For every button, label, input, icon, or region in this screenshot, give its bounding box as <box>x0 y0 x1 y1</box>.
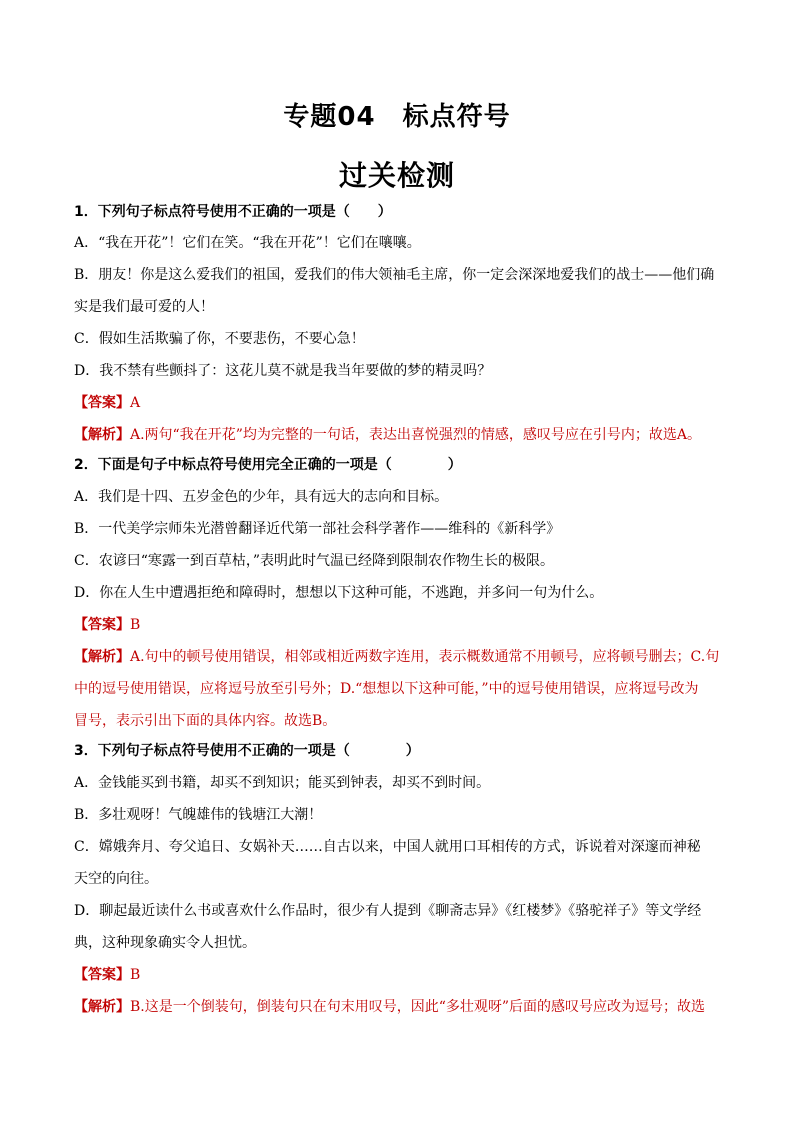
question-1-option-d: D．我不禁有些颤抖了：这花儿莫不就是我当年要做的梦的精灵吗？ <box>74 363 492 379</box>
question-2-option-c: C．农谚曰“寒露一到百草枯，”表明此时气温已经降到限制农作物生长的极限。 <box>74 553 555 569</box>
question-1-option-b-line1: B．朋友！你是这么爱我们的祖国，爱我们的伟大领袖毛主席，你一定会深深地爱我们的战士——他们确 <box>74 267 715 283</box>
question-3-stem: 3．下列句子标点符号使用不正确的一项是（ ） <box>74 743 420 759</box>
question-3-option-a: A．金钱能买到书籍，却买不到知识；能买到钟表，却买不到时间。 <box>74 775 491 791</box>
question-3-option-c-line2: 天空的向往。 <box>74 871 158 887</box>
question-1-option-b-line2: 实是我们最可爱的人！ <box>74 299 214 315</box>
question-1-option-a: A．“我在开花”！它们在笑。“我在开花”！它们在嚷嚷。 <box>74 235 421 251</box>
question-1-option-c: C．假如生活欺骗了你，不要悲伤，不要心急！ <box>74 331 365 347</box>
question-3-option-c-line1: C．嫦娥奔月、夸父追日、女娲补天……自古以来，中国人就用口耳相传的方式，诉说着对深邃而神秘 <box>74 839 701 855</box>
question-2-answer <box>74 615 724 635</box>
question-2-option-a: A．我们是十四、五岁金色的少年，具有远大的志向和目标。 <box>74 489 449 505</box>
question-2-analysis-line3: 冒号，表示引出下面的具体内容。故选B。 <box>74 713 337 729</box>
question-3-option-d-line1: D．聊起最近读什么书或喜欢什么作品时，很少有人提到《聊斋志异》《红楼梦》《骆驼祥子》等文学经 <box>74 903 702 919</box>
question-1-answer <box>74 393 724 413</box>
question-1-analysis <box>74 425 724 445</box>
analysis-text: A.句中的顿号使用错误，相邻或相近两数字连用，表示概数通常不用顿号，应将顿号删去；C.句 <box>130 649 720 665</box>
question-3-analysis <box>74 997 724 1017</box>
question-2-stem: 2．下面是句子中标点符号使用完全正确的一项是（ ） <box>74 457 462 473</box>
analysis-text: B.这是一个倒装句，倒装句只在句末用叹号，因此“多壮观呀”后面的感叹号应改为逗号；故选 <box>130 999 706 1015</box>
analysis-tag: 【解析】 <box>74 649 130 665</box>
question-2-analysis-line1 <box>74 647 724 667</box>
answer-value: A <box>130 395 141 411</box>
answer-value: B <box>130 967 141 983</box>
analysis-tag: 【解析】 <box>74 427 130 443</box>
analysis-tag: 【解析】 <box>74 999 130 1015</box>
question-3-answer <box>74 965 724 985</box>
page-subtitle: 过关检测 <box>338 159 455 192</box>
answer-tag: 【答案】 <box>74 967 130 983</box>
question-2-option-d: D．你在人生中遭遇拒绝和障碍时，想想以下这种可能，不逃跑，并多问一句为什么。 <box>74 585 604 601</box>
question-3-option-b: B．多壮观呀！气魄雄伟的钱塘江大潮！ <box>74 807 323 823</box>
question-1-stem: 1．下列句子标点符号使用不正确的一项是（ ） <box>74 204 392 220</box>
analysis-text: A.两句“我在开花”均为完整的一句话，表达出喜悦强烈的情感，感叹号应在引号内；故选A。 <box>130 427 701 443</box>
page-title: 专题04 标点符号 <box>283 102 511 132</box>
answer-tag: 【答案】 <box>74 617 130 633</box>
question-2-option-b: B．一代美学宗师朱光潜曾翻译近代第一部社会科学著作——维科的《新科学》 <box>74 521 561 537</box>
answer-value: B <box>130 617 141 633</box>
question-2-analysis-line2: 中的逗号使用错误，应将逗号放至引号外；D.“想想以下这种可能，”中的逗号使用错误，应将逗号改为 <box>74 681 699 697</box>
question-3-option-d-line2: 典，这种现象确实令人担忧。 <box>74 935 256 951</box>
answer-tag: 【答案】 <box>74 395 130 411</box>
